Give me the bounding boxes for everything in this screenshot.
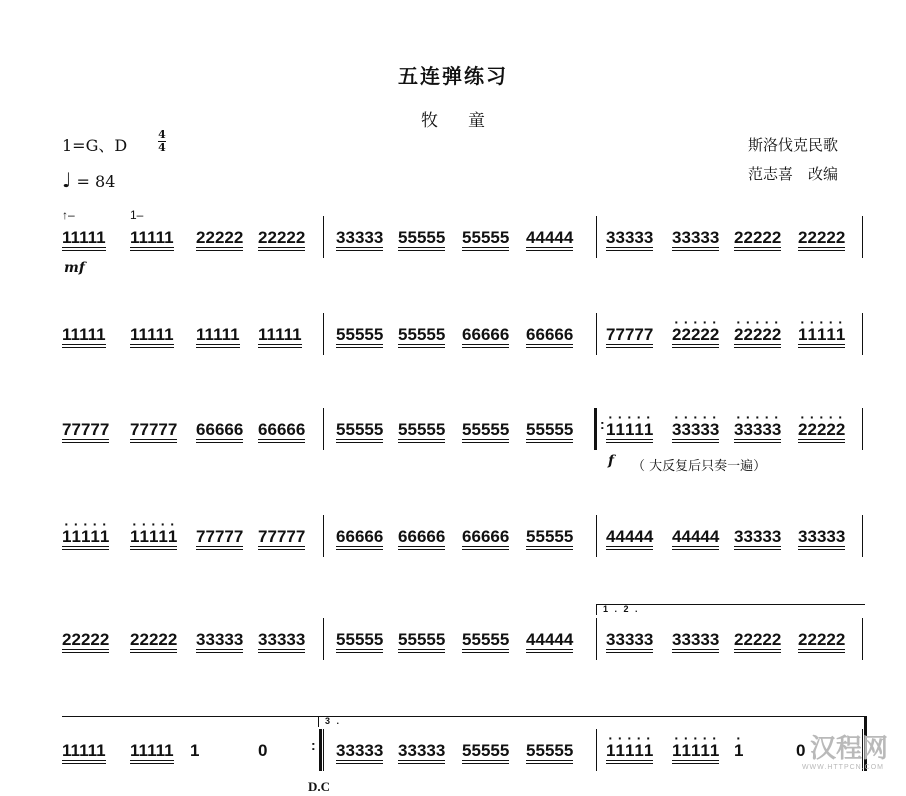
note-group: · 3· 3· 3· 3· 3 (734, 420, 781, 440)
note-group: 22222 (258, 228, 306, 247)
tempo-value: = 84 (76, 172, 116, 191)
barline (323, 313, 324, 355)
note-group: 11111 (196, 325, 240, 344)
repeat-start-barline (594, 408, 597, 450)
note-group: 11111 (130, 228, 174, 247)
barline (862, 216, 863, 258)
note-group: 33333 (606, 228, 654, 247)
note-group: 66666 (462, 325, 510, 344)
note-group: 33333 (196, 630, 244, 649)
note-group: 22222 (798, 228, 846, 247)
note-group: 55555 (462, 741, 510, 760)
note-group: 11111 (130, 741, 174, 760)
key-signature: 1=G、D (62, 136, 128, 155)
note-group: · 2· 2· 2· 2· 2 (798, 420, 845, 440)
note-group: 77777 (258, 527, 306, 546)
note-group: 11111 (258, 325, 302, 344)
watermark-logo: 汉程网 (809, 734, 888, 764)
note-group: 55555 (398, 630, 446, 649)
repeat-start-dots: : (600, 416, 605, 432)
volta-1-2 (596, 604, 865, 615)
note-group: · 3· 3· 3· 3· 3 (672, 420, 719, 440)
note-group: · 1· 1· 1· 1· 1 (606, 741, 653, 761)
note-group: 66666 (336, 527, 384, 546)
note-group: 55555 (336, 420, 384, 439)
repeat-end-barline (319, 729, 322, 771)
da-capo: D.C (308, 779, 331, 794)
note-group: 55555 (462, 228, 510, 247)
barline (596, 515, 597, 557)
repeat-note: （ 大反复后只奏一遍） (632, 459, 767, 474)
note-group: 11111 (130, 325, 174, 344)
note-group: 33333 (798, 527, 846, 546)
note-group: 1 (190, 741, 200, 760)
note-group: 77777 (606, 325, 654, 344)
note-group: 11111 (62, 325, 106, 344)
note-group: 55555 (462, 420, 510, 439)
note-group: 55555 (336, 325, 384, 344)
barline (596, 618, 597, 660)
note-group: 11111 (62, 741, 106, 760)
song-title: 牧童 (421, 111, 515, 131)
barline (596, 313, 597, 355)
note-group: 22222 (734, 630, 782, 649)
barline (323, 515, 324, 557)
note-group: 44444 (606, 527, 654, 546)
arranger: 范志喜 改编 (748, 165, 839, 183)
quarter-note-icon: ♩ (62, 168, 72, 192)
note-group: 55555 (462, 630, 510, 649)
note-group: 33333 (672, 228, 720, 247)
note-group: 55555 (398, 325, 446, 344)
barline (862, 515, 863, 557)
barline (862, 313, 863, 355)
tempo-marking (62, 168, 115, 192)
barline (323, 216, 324, 258)
note-group: 55555 (526, 527, 574, 546)
note-group: 22222 (734, 228, 782, 247)
composer: 斯洛伐克民歌 (748, 136, 839, 154)
note-group: · 2· 2· 2· 2· 2 (672, 325, 719, 345)
note-group: · 2· 2· 2· 2· 2 (734, 325, 781, 345)
note-group: 55555 (398, 228, 446, 247)
time-signature (158, 129, 166, 154)
note-group: 66666 (526, 325, 574, 344)
note-group: 0 (796, 741, 806, 760)
barline (323, 618, 324, 660)
barline (596, 216, 597, 258)
note-group: 66666 (462, 527, 510, 546)
note-group: 33333 (734, 527, 782, 546)
repeat-end-dots: : (311, 737, 316, 753)
note-group: 44444 (526, 228, 574, 247)
time-signature-bottom: 4 (158, 141, 166, 154)
note-group: 11111 (62, 228, 106, 247)
note-group: 55555 (526, 420, 574, 439)
barline (596, 729, 597, 771)
barline (862, 618, 863, 660)
note-group: 22222 (130, 630, 178, 649)
note-group: · 1 (734, 741, 743, 761)
note-group: 77777 (130, 420, 178, 439)
note-group: 66666 (258, 420, 306, 439)
note-group: 33333 (336, 228, 384, 247)
dynamic-f: f (608, 453, 615, 469)
note-group: 33333 (606, 630, 654, 649)
fingering-mark: ↑– (62, 208, 75, 222)
volta-3-label: 3 . (325, 716, 342, 726)
note-group: · 1· 1· 1· 1· 1 (130, 527, 177, 547)
note-group: 77777 (62, 420, 110, 439)
note-group: 0 (258, 741, 268, 760)
fingering-mark: 1– (130, 208, 144, 222)
note-group: 44444 (526, 630, 574, 649)
note-group: 22222 (196, 228, 244, 247)
note-group: 22222 (798, 630, 846, 649)
page-title: 五连弹练习 (398, 64, 508, 88)
note-group: 33333 (398, 741, 446, 760)
barline (323, 408, 324, 450)
note-group: · 1· 1· 1· 1· 1 (798, 325, 845, 345)
barline (862, 408, 863, 450)
volta-3 (318, 716, 865, 727)
note-group: 55555 (336, 630, 384, 649)
note-group: 33333 (336, 741, 384, 760)
volta-1-2-label: 1 . 2 . (603, 604, 640, 614)
note-group: 66666 (196, 420, 244, 439)
note-group: 55555 (398, 420, 446, 439)
note-group: · 1· 1· 1· 1· 1 (606, 420, 653, 440)
note-group: · 1· 1· 1· 1· 1 (672, 741, 719, 761)
note-group: 77777 (196, 527, 244, 546)
barline (323, 729, 324, 771)
volta-line-left (62, 716, 318, 717)
note-group: · 1· 1· 1· 1· 1 (62, 527, 109, 547)
dynamic-mf: mf (64, 260, 85, 276)
note-group: 55555 (526, 741, 574, 760)
note-group: 44444 (672, 527, 720, 546)
note-group: 33333 (672, 630, 720, 649)
time-signature-top: 4 (158, 128, 166, 141)
note-group: 22222 (62, 630, 110, 649)
watermark-url: WWW.HTTPCN.COM (801, 764, 884, 771)
note-group: 66666 (398, 527, 446, 546)
note-group: 33333 (258, 630, 306, 649)
